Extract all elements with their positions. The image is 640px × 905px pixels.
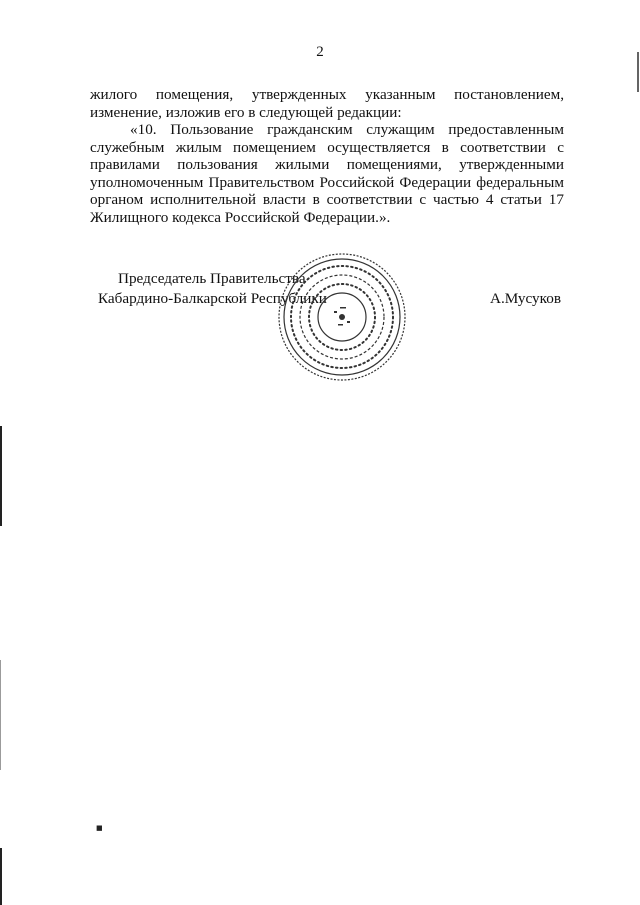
body-paragraph-1: жилого помещения, утвержденных указанным постановлением, изменение, изложив его в следующей редакции: bbox=[90, 86, 564, 121]
scan-edge-mark bbox=[0, 660, 1, 770]
page-number: 2 bbox=[316, 44, 324, 60]
official-seal-icon bbox=[276, 251, 408, 383]
signatory-title-line-1: Председатель Правительства bbox=[118, 270, 306, 287]
signatory-title-line-2: Кабардино-Балкарской Республики bbox=[98, 290, 327, 307]
document-body bbox=[90, 86, 564, 226]
signatory-name: А.Мусуков bbox=[490, 290, 561, 307]
scan-edge-mark bbox=[0, 426, 2, 526]
body-paragraph-2: «10. Пользование гражданским служащим предоставленным служебным жилым помещением осуществляется в соответствии с правилами пользования жилыми помещениями, утвержденными уполномоченным Правительством Российской Федерации федеральным органом исполнительной власти в соответствии с частью 4 статьи 17 Жилищного кодекса Российской Федерации.». bbox=[90, 121, 564, 226]
scan-edge-mark bbox=[0, 848, 2, 905]
scan-artifact-mark: ■ bbox=[96, 824, 103, 832]
scan-edge-mark bbox=[637, 52, 639, 92]
